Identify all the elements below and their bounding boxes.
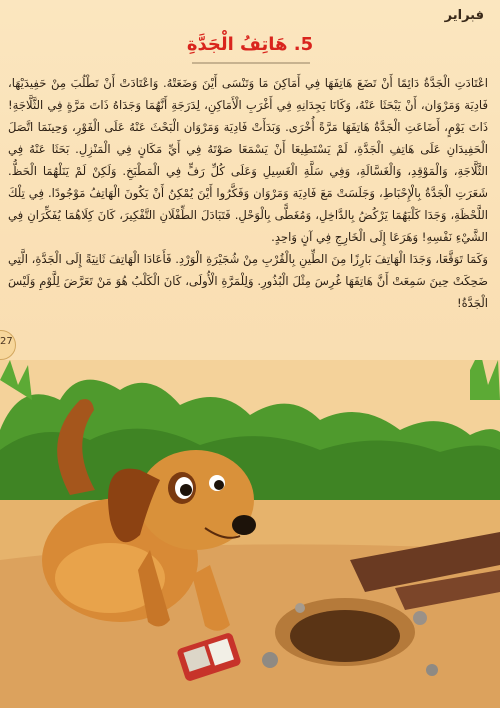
month-label: فبراير [444, 8, 484, 23]
story-paragraph-1: اعْتَادَتِ الْجَدَّةُ دَائِمًا أَنْ تَضَعَ هَاتِفَهَا فِي أَمَاكِنَ مَا وَتَنْسَى أَيْنَ وَضَعَتْهُ. وَاعْتَادَتْ أَنْ تَطْلُبَ مِنْ حَفِيدَيْهَا، فَادِيَة وَمَرْوَان، أَنْ يَبْحَثَا عَنْهُ، وَكَانَا يَجِدَانِهِ فِي أَغْرَبِ الْأَمَاكِنِ، لِدَرَجَةِ أَنَّهُمَا وَجَدَاهُ ذَاتَ مَرَّةٍ فِي الثَّلَّاجَةِ! ذَاتَ يَوْمٍ، أَضَاعَتِ الْجَدَّةُ هَاتِفَهَا مَرَّةً أُخْرَى. وَبَدَأَتْ فَادِيَة وَمَرْوَان الْبَحْثَ عَنْهُ عَلَى الْفَوْرِ، وَحِينَمَا اتَّصَلَ الْحَفِيدَانِ عَلَى هَاتِفِ الْجَدَّةِ، لَمْ يَسْتَطِيعَا أَنْ يَسْمَعَا صَوْتَهُ فِي أَيِّ مَكَانٍ فِي الْمَنْزِلِ. بَحَثَا عَنْهُ فِي الثَّلَّاجَةِ، وَالْمَوْقِدِ، وَالْغَسَّالَةِ، وَفِي سَلَّةِ الْغَسِيلِ وَعَلَى كُلِّ رَفٍّ فِي الْمَطْبَخِ. وَلَكِنْ لَمْ يَنَلْهُمَا الْحَظُّ. شَعَرَتِ الْجَدَّةُ بِالْإِحْبَاطِ، وَجَلَسَتْ مَعَ فَادِيَة وَمَرْوَان وَفَكَّرُوا أَيْنَ يُمْكِنُ أَنْ يَكُونَ الْهَاتِفُ مَوْجُودًا. فِي تِلْكَ اللَّحْظَةِ، وَجَدَا كَلْبَهُمَا يَرْكُضُ بِالدَّاخِلِ، وَمُغَطًّى بِالْوَحْلِ. فَتَبَادَلَ الطِّفْلَانِ التَّفْكِيرَ، كَانَ كِلَاهُمَا يُفَكِّرَانِ فِي الشَّيْءِ نَفْسِهِ! وَهَرَعَا إِلَى الْخَارِجِ فِي آنٍ وَاحِدٍ. [8, 76, 488, 244]
page-number: 27 [0, 336, 13, 347]
title-underline [192, 62, 310, 64]
story-paragraph-2: وَكَمَا تَوَقَّعَا، وَجَدَا الْهَاتِفَ بَارِزًا مِنَ الطِّينِ بِالْقُرْبِ مِنْ شُجَيْرَةِ الْوَرْدِ. فَأَعَادَا الْهَاتِفَ ثَانِيَةً إِلَى الْجَدَّةِ، الَّتِي ضَحِكَتْ حِينَ سَمِعَتْ أَنَّ هَاتِفَهَا غُرِسَ مِثْلَ الْبُذُورِ. وَلِلْمَرَّةِ الْأُولَى، كَانَ الْكَلْبُ هُوَ مَنْ تَعَرَّضَ لِلَّوْمِ وَلَيْسَ الْجَدَّةُ! [8, 252, 488, 310]
story-title: 5. هَاتِفُ الْجَدَّةِ [186, 34, 314, 55]
story-body [8, 72, 488, 314]
illustration-dog-scene [0, 360, 500, 708]
